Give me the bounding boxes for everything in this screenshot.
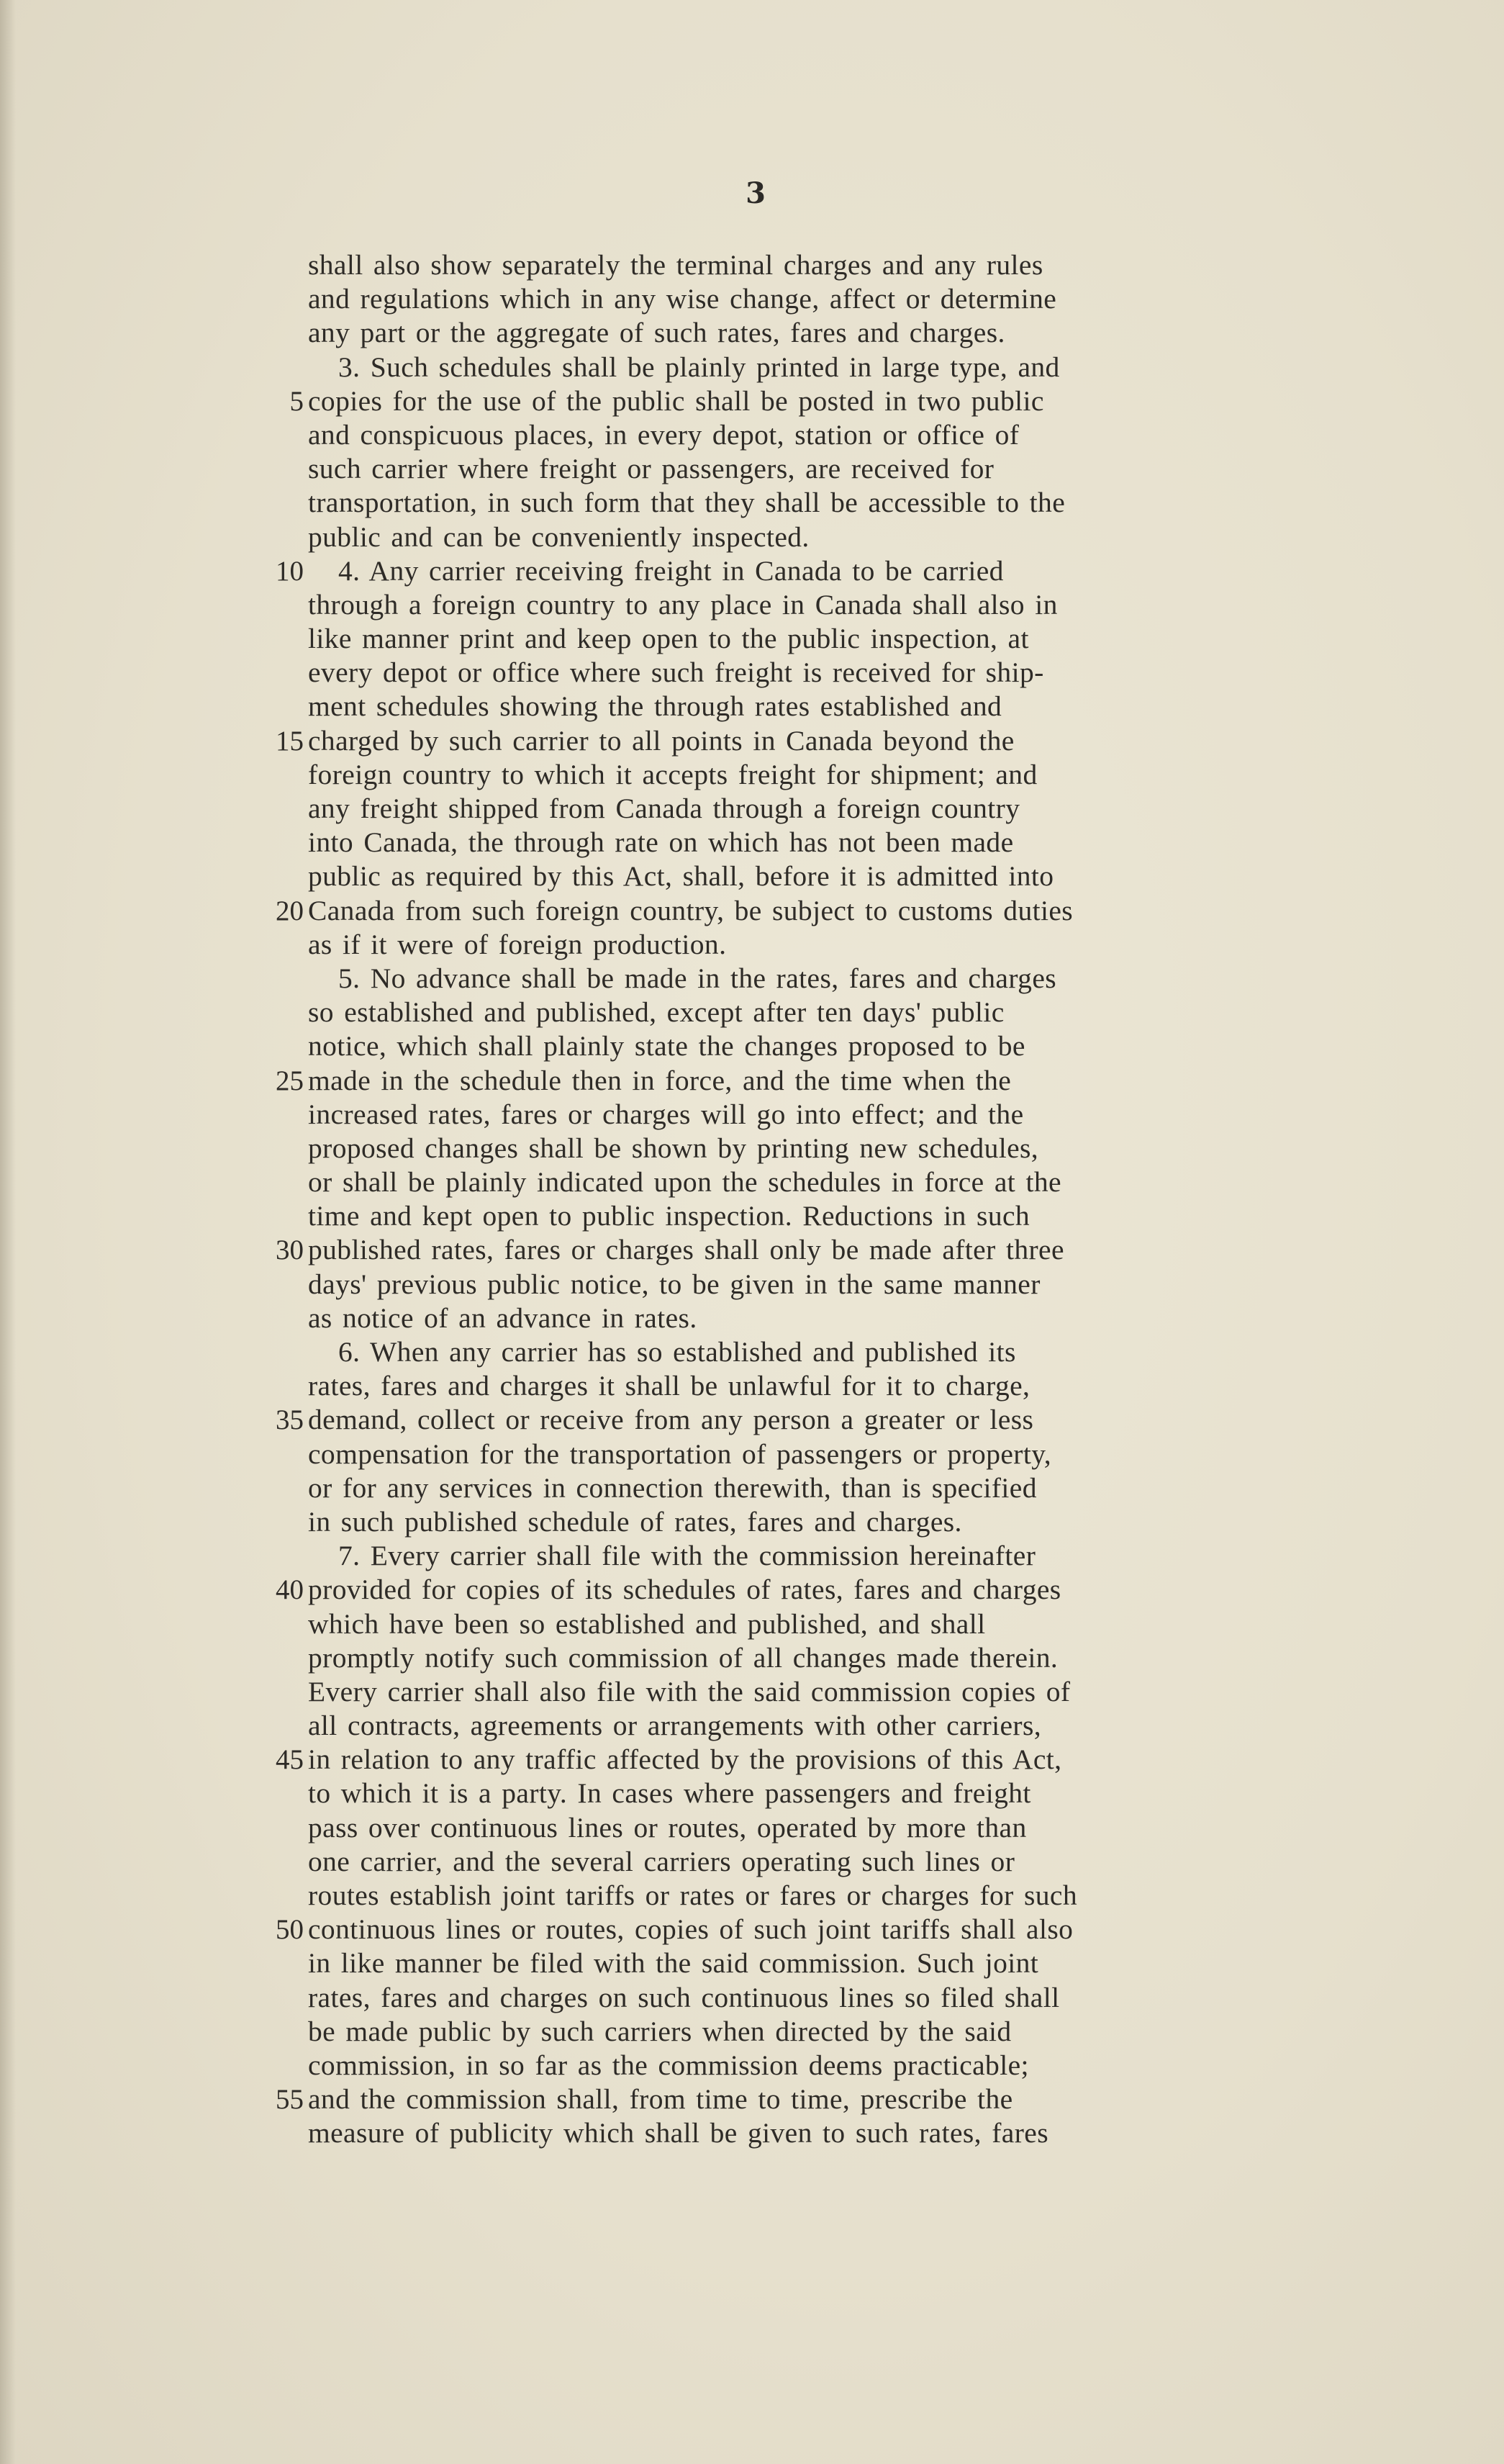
- text-line: [0, 1438, 1504, 1471]
- line-text: published rates, fares or charges shall only be made after three: [308, 1234, 1064, 1266]
- line-number: 15: [276, 725, 304, 757]
- text-line: [0, 1029, 1504, 1063]
- text-line: [0, 282, 1504, 316]
- line-text: in such published schedule of rates, fares and charges.: [308, 1505, 962, 1538]
- line-number: 40: [276, 1574, 304, 1606]
- line-text: continuous lines or routes, copies of such joint tariffs shall also: [308, 1913, 1074, 1946]
- text-line: [0, 690, 1504, 723]
- line-number: 45: [276, 1744, 304, 1776]
- line-text: so established and published, except after ten days' public: [308, 996, 1005, 1029]
- line-text: or shall be plainly indicated upon the schedules in force at the: [308, 1166, 1061, 1199]
- text-line: [0, 1607, 1504, 1641]
- line-number: 20: [276, 895, 304, 926]
- line-text: 6. When any carrier has so established and published its: [338, 1336, 1016, 1368]
- text-line: [0, 622, 1504, 656]
- text-line: [0, 486, 1504, 520]
- line-text: ment schedules showing the through rates established and: [308, 690, 1002, 723]
- line-text: rates, fares and charges on such continuous lines so filed shall: [308, 1981, 1060, 2013]
- text-line: [0, 1845, 1504, 1879]
- text-line: [0, 1064, 1504, 1098]
- line-number: 30: [276, 1235, 304, 1266]
- line-number: 5: [289, 385, 304, 417]
- line-text: as notice of an advance in rates.: [308, 1301, 697, 1334]
- line-text: transportation, in such form that they shall be accessible to the: [308, 487, 1066, 519]
- line-text: Canada from such foreign country, be subject to customs duties: [308, 894, 1074, 926]
- text-line: [0, 1098, 1504, 1132]
- text-line: [0, 656, 1504, 690]
- text-line: [0, 1946, 1504, 1980]
- line-text: one carrier, and the several carriers operating such lines or: [308, 1845, 1015, 1877]
- text-line: [0, 351, 1504, 384]
- line-text: 3. Such schedules shall be plainly printed in large type, and: [338, 351, 1060, 383]
- text-line: [0, 1268, 1504, 1301]
- line-text: routes establish joint tariffs or rates or fares or charges for such: [308, 1879, 1077, 1911]
- line-text: and the commission shall, from time to time, prescribe the: [308, 2083, 1013, 2116]
- text-line: [0, 1335, 1504, 1369]
- text-line: [0, 2116, 1504, 2150]
- line-text: measure of publicity which shall be given to such rates, fares: [308, 2117, 1048, 2149]
- line-number: 50: [276, 1914, 304, 1946]
- text-line: [0, 1539, 1504, 1573]
- line-text: public as required by this Act, shall, before it is admitted into: [308, 860, 1054, 893]
- text-line: [0, 384, 1504, 418]
- text-line: [0, 520, 1504, 554]
- line-text: made in the schedule then in force, and the time when the: [308, 1064, 1012, 1096]
- line-number: 55: [276, 2084, 304, 2116]
- text-line: [0, 316, 1504, 350]
- text-line: [0, 1675, 1504, 1709]
- text-line: [0, 1132, 1504, 1165]
- line-text: rates, fares and charges it shall be unlawful for it to charge,: [308, 1370, 1030, 1402]
- line-text: charged by such carrier to all points in Canada beyond the: [308, 724, 1015, 757]
- line-text: be made public by such carriers when directed by the said: [308, 2015, 1012, 2047]
- line-text: Every carrier shall also file with the said commission copies of: [308, 1675, 1071, 1707]
- line-text: like manner print and keep open to the public inspection, at: [308, 623, 1029, 655]
- text-line: [0, 1199, 1504, 1233]
- line-text: 5. No advance shall be made in the rates, fares and charges: [338, 962, 1057, 994]
- line-text: and conspicuous places, in every depot, station or office of: [308, 418, 1020, 451]
- text-line: [0, 1777, 1504, 1810]
- text-line: [0, 1471, 1504, 1505]
- text-line: [0, 1879, 1504, 1913]
- text-line: [0, 1573, 1504, 1607]
- line-text: copies for the use of the public shall be posted in two public: [308, 384, 1044, 417]
- line-text: or for any services in connection therewith, than is specified: [308, 1471, 1037, 1504]
- body-text: [0, 248, 1504, 2151]
- line-text: and regulations which in any wise change, affect or determine: [308, 283, 1057, 315]
- text-line: [0, 2049, 1504, 2082]
- text-line: [0, 996, 1504, 1029]
- line-text: proposed changes shall be shown by printing new schedules,: [308, 1132, 1039, 1164]
- text-line: [0, 1505, 1504, 1539]
- text-line: [0, 1981, 1504, 2015]
- line-text: days' previous public notice, to be given in the same manner: [308, 1268, 1041, 1300]
- text-line: [0, 418, 1504, 452]
- text-line: [0, 1369, 1504, 1403]
- line-text: promptly notify such commission of all changes made therein.: [308, 1641, 1059, 1674]
- page-number: 3: [746, 176, 766, 210]
- line-text: 4. Any carrier receiving freight in Canada to be carried: [338, 554, 1004, 587]
- line-text: all contracts, agreements or arrangements with other carriers,: [308, 1710, 1042, 1742]
- text-line: [0, 792, 1504, 826]
- text-line: [0, 588, 1504, 622]
- line-text: time and kept open to public inspection. Reductions in such: [308, 1200, 1030, 1232]
- line-text: in like manner be filed with the said commission. Such joint: [308, 1947, 1039, 1980]
- line-text: notice, which shall plainly state the changes proposed to be: [308, 1030, 1025, 1062]
- text-line: [0, 1913, 1504, 1946]
- line-text: in relation to any traffic affected by the provisions of this Act,: [308, 1743, 1062, 1776]
- text-line: [0, 1403, 1504, 1437]
- line-text: into Canada, the through rate on which has not been made: [308, 826, 1014, 859]
- line-text: as if it were of foreign production.: [308, 928, 727, 960]
- line-text: shall also show separately the terminal charges and any rules: [308, 249, 1043, 281]
- line-number: 35: [276, 1404, 304, 1436]
- text-line: [0, 758, 1504, 792]
- line-text: 7. Every carrier shall file with the commission hereinafter: [338, 1540, 1036, 1572]
- text-line: [0, 1709, 1504, 1743]
- line-text: through a foreign country to any place in Canada shall also in: [308, 588, 1058, 620]
- text-line: [0, 554, 1504, 588]
- line-text: public and can be conveniently inspected.: [308, 520, 810, 553]
- line-text: any part or the aggregate of such rates, fares and charges.: [308, 317, 1005, 349]
- line-text: to which it is a party. In cases where passengers and freight: [308, 1777, 1031, 1810]
- text-line: [0, 248, 1504, 282]
- line-text: such carrier where freight or passengers, are received for: [308, 453, 995, 485]
- text-line: [0, 1743, 1504, 1777]
- text-line: [0, 1301, 1504, 1335]
- line-number: 25: [276, 1065, 304, 1096]
- line-text: demand, collect or receive from any person a greater or less: [308, 1404, 1034, 1436]
- line-text: increased rates, fares or charges will go into effect; and the: [308, 1098, 1024, 1130]
- text-line: [0, 962, 1504, 996]
- text-line: [0, 2015, 1504, 2049]
- text-line: [0, 452, 1504, 486]
- text-line: [0, 1233, 1504, 1267]
- text-line: [0, 1641, 1504, 1675]
- line-text: compensation for the transportation of passengers or property,: [308, 1438, 1052, 1470]
- line-text: which have been so established and published, and shall: [308, 1607, 986, 1640]
- text-line: [0, 826, 1504, 859]
- line-text: any freight shipped from Canada through a foreign country: [308, 793, 1020, 824]
- text-line: [0, 894, 1504, 928]
- line-text: pass over continuous lines or routes, operated by more than: [308, 1811, 1027, 1844]
- text-line: [0, 1165, 1504, 1199]
- text-line: [0, 1811, 1504, 1845]
- line-text: provided for copies of its schedules of rates, fares and charges: [308, 1574, 1061, 1606]
- text-line: [0, 2082, 1504, 2116]
- text-line: [0, 724, 1504, 758]
- line-number: 10: [276, 555, 304, 587]
- line-text: foreign country to which it accepts freight for shipment; and: [308, 758, 1038, 790]
- text-line: [0, 859, 1504, 893]
- text-line: [0, 928, 1504, 962]
- line-text: commission, in so far as the commission deems practicable;: [308, 2049, 1029, 2081]
- line-text: every depot or office where such freight is received for ship-: [308, 656, 1044, 689]
